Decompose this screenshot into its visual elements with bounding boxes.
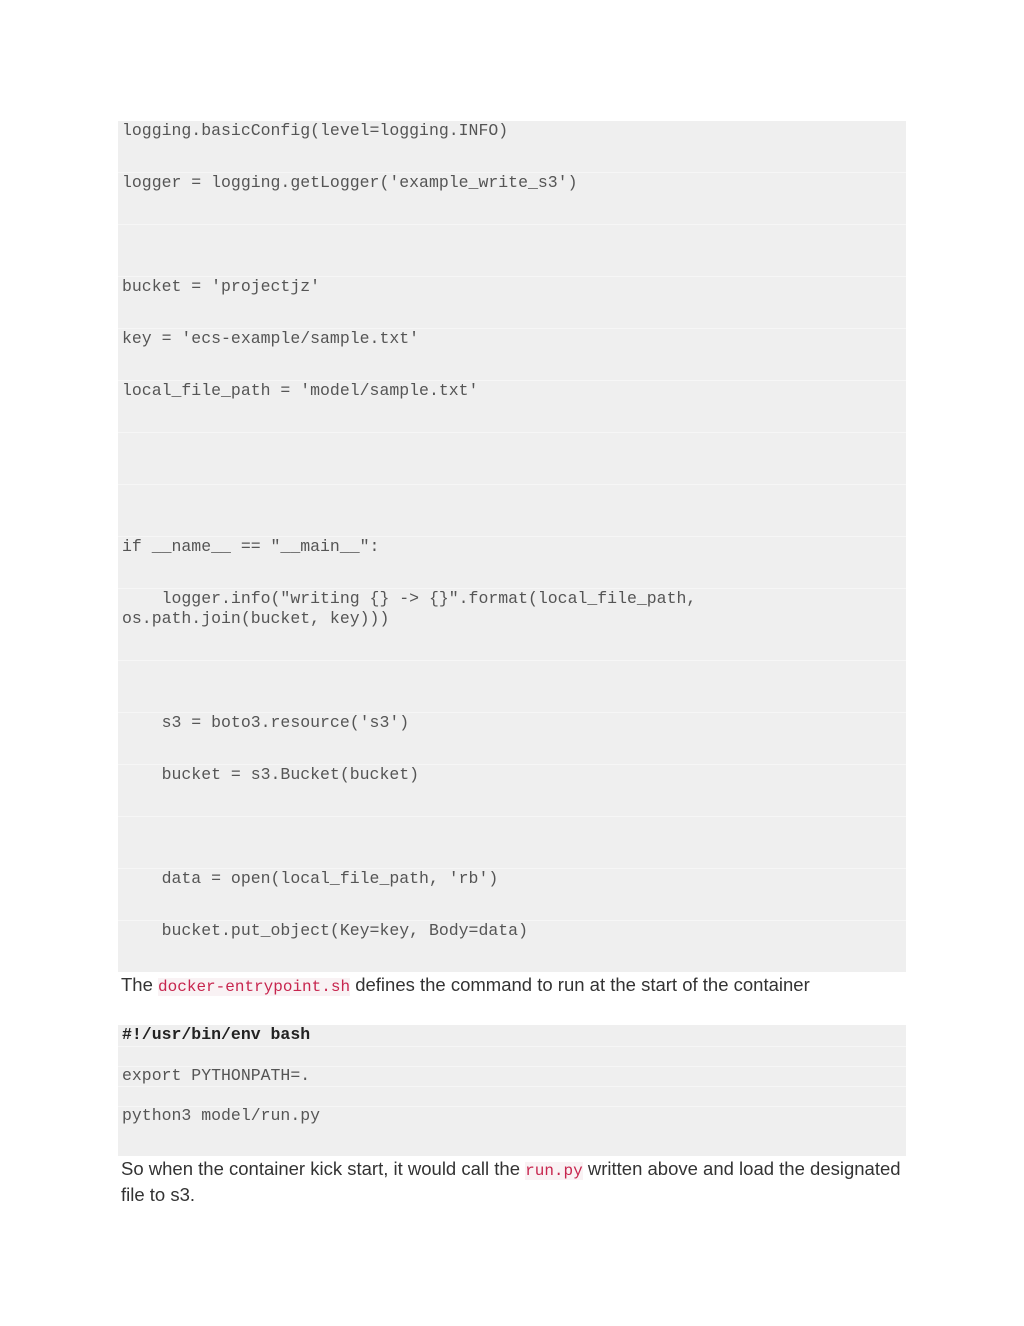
paragraph-text: So when the container kick start, it would call the	[121, 1158, 526, 1179]
code-line: local_file_path = 'model/sample.txt'	[122, 381, 479, 400]
code-line: bucket = s3.Bucket(bucket)	[122, 765, 420, 784]
paragraph-run-explanation	[121, 1157, 901, 1206]
code-line: logger = logging.getLogger('example_write_s3')	[122, 173, 578, 192]
code-line: logging.basicConfig(level=logging.INFO)	[122, 121, 509, 140]
paragraph-text: written above and load the designated file to s3.	[121, 1158, 901, 1205]
code-line: python3 model/run.py	[122, 1106, 321, 1125]
python-code-block	[118, 121, 906, 972]
code-line-shebang: #!/usr/bin/env bash	[122, 1025, 311, 1044]
code-line: logger.info("writing {} -> {}".format(local_file_path, os.path.join(bucket, key)))	[122, 589, 697, 628]
paragraph-entrypoint	[121, 973, 901, 999]
code-line: key = 'ecs-example/sample.txt'	[122, 329, 420, 348]
inline-code-filename: run.py	[525, 1162, 583, 1180]
code-line: data = open(local_file_path, 'rb')	[122, 869, 499, 888]
code-line: bucket.put_object(Key=key, Body=data)	[122, 921, 528, 940]
code-line: bucket = 'projectjz'	[122, 277, 321, 296]
inline-code-filename: docker-entrypoint.sh	[158, 978, 351, 996]
paragraph-text: The	[121, 974, 159, 995]
paragraph-text: defines the command to run at the start of the container	[350, 974, 810, 995]
bash-code-block	[118, 1025, 906, 1156]
code-line: export PYTHONPATH=.	[122, 1066, 311, 1085]
code-line: s3 = boto3.resource('s3')	[122, 713, 410, 732]
code-line: if __name__ == "__main__":	[122, 537, 380, 556]
